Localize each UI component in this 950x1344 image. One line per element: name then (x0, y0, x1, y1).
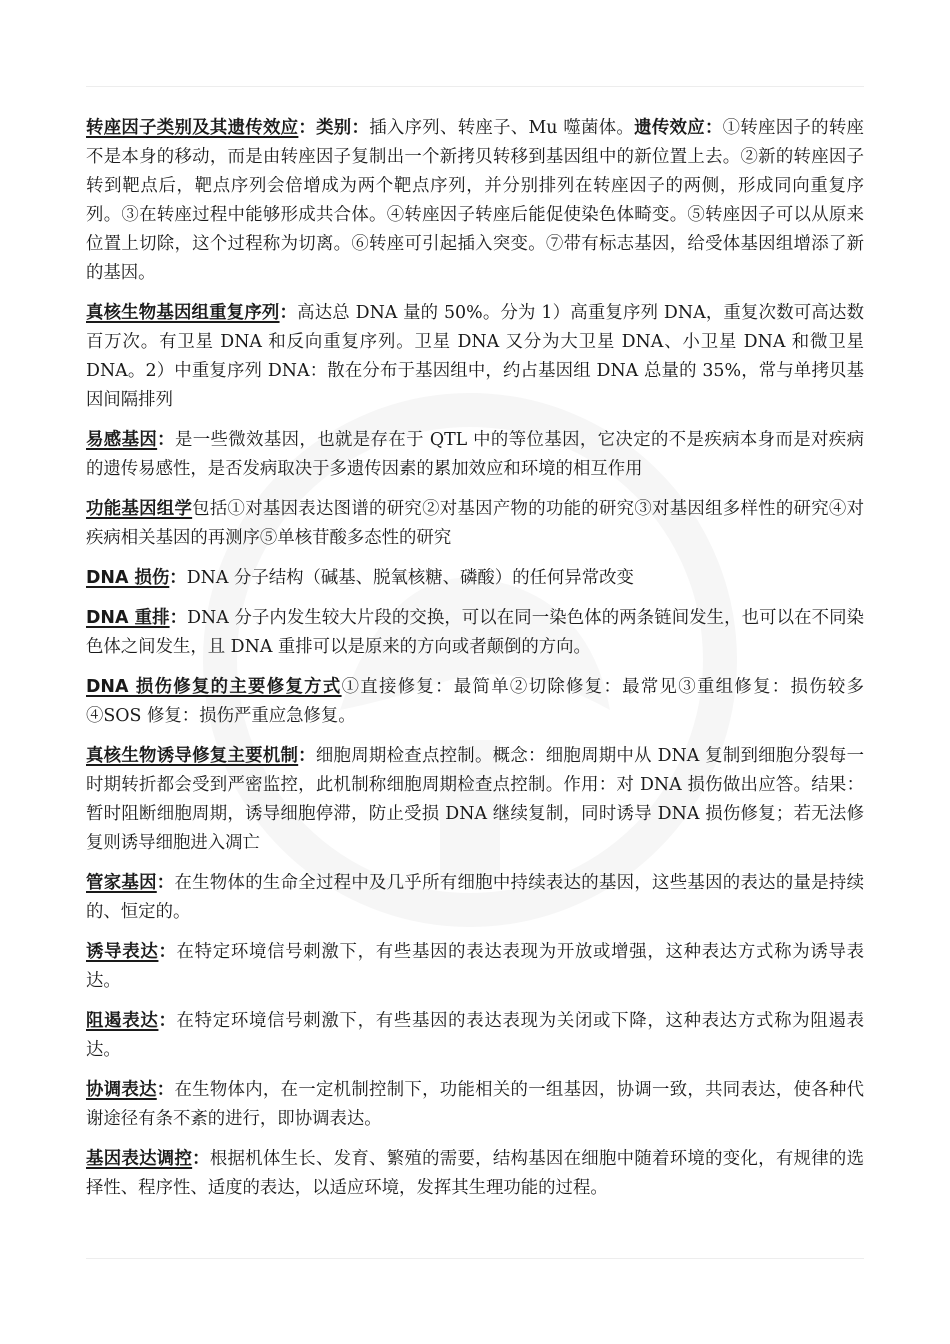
entry-housekeeping-gene (86, 869, 864, 927)
entry-text: 在生物体内，在一定机制控制下，功能相关的一组基因，协调一致，共同表达，使各种代谢途径有条不紊的进行，即协调表达。 (86, 1080, 864, 1129)
entry-term-separator: ： (157, 430, 175, 450)
entry-text: 根据机体生长、发育、繁殖的需要，结构基因在细胞中随着环境的变化，有规律的选择性、程序性、适度的表达，以适应环境，发挥其生理功能的过程。 (86, 1149, 864, 1198)
entry-dna-rearrangement (86, 604, 864, 662)
entry-text: ①直接修复：最简单②切除修复：最常见③重组修复：损伤较多④SOS 修复：损伤严重应急修复。 (86, 677, 864, 726)
entry-sublabel-effect: 遗传效应 (634, 118, 705, 138)
entry-text: 高达总 DNA 量的 50%。分为 1）高重复序列 DNA，重复次数可高达数百万次。有卫星 DNA 和反向重复序列。卫星 DNA 又分为大卫星 DNA、小卫星 DNA 和微卫星 DNA。2）中重复序列 DNA：散在分布于基因组中，约占基因组 DNA 总量的 35%，常与单拷贝基因间隔排列 (86, 303, 864, 410)
entry-term: 真核生物基因组重复序列 (86, 303, 280, 323)
entry-term: 管家基因 (86, 873, 157, 893)
entry-repressed-expression (86, 1007, 864, 1065)
entry-text: 插入序列、转座子、Mu 噬菌体。 (369, 118, 635, 138)
entry-term: 功能基因组学 (86, 499, 193, 519)
entry-gene-expression-regulation (86, 1145, 864, 1203)
entry-dna-damage (86, 564, 864, 593)
entry-term-separator: ： (298, 746, 316, 766)
entry-term-separator: ： (156, 1080, 175, 1100)
entry-term: DNA 损伤修复的主要修复方式 (86, 677, 342, 697)
entry-term: 协调表达 (86, 1080, 157, 1100)
entry-sublabel-separator: ： (351, 118, 370, 138)
entry-text: 在特定环境信号刺激下，有些基因的表达表现为开放或增强，这种表达方式称为诱导表达。 (86, 942, 864, 991)
entry-coordinated-expression (86, 1076, 864, 1134)
entry-text: 包括①对基因表达图谱的研究②对基因产物的功能的研究③对基因组多样性的研究④对疾病相关基因的再测序⑤单核苷酸多态性的研究 (86, 499, 864, 548)
entry-text: DNA 分子内发生较大片段的交换，可以在同一染色体的两条链间发生，也可以在不同染色体之间发生，且 DNA 重排可以是原来的方向或者颠倒的方向。 (86, 608, 864, 657)
entry-term: 转座因子类别及其遗传效应 (86, 118, 299, 138)
entry-term-separator: ： (279, 303, 298, 323)
notes-content (86, 114, 864, 1214)
entry-term-separator: ： (298, 118, 317, 138)
entry-text: DNA 分子结构（碱基、脱氧核糖、磷酸）的任何异常改变 (186, 568, 634, 588)
entry-text: 细胞周期检查点控制。概念：细胞周期中从 DNA 复制到细胞分裂每一时期转折都会受到严密监控，此机制称细胞周期检查点控制。作用：对 DNA 损伤做出应答。结果：暂时阻断细胞周期，诱导细胞停滞，防止受损 DNA 继续复制，同时诱导 DNA 损伤修复；若无法修复则诱导细胞进入凋亡 (86, 746, 864, 853)
entry-term-separator: ： (158, 1011, 177, 1031)
entry-functional-genomics (86, 495, 864, 553)
entry-transposon-effects (86, 114, 864, 288)
entry-text: 在生物体的生命全过程中及几乎所有细胞中持续表达的基因，这些基因的表达的量是持续的、恒定的。 (86, 873, 864, 922)
entry-text: ①转座因子的转座不是本身的移动，而是由转座因子复制出一个新拷贝转移到基因组中的新位置上去。②新的转座因子转到靶点后，靶点序列会倍增成为两个靶点序列，并分别排列在转座因子的两侧，形成同向重复序列。③在转座过程中能够形成共合体。④转座因子转座后能促使染色体畸变。⑤转座因子可以从原来位置上切除，这个过程称为切离。⑥转座可引起插入突变。⑦带有标志基因，给受体基因组增添了新的基因。 (86, 118, 864, 283)
entry-term: 阻遏表达 (86, 1011, 159, 1031)
entry-term: 基因表达调控 (86, 1149, 193, 1169)
entry-repeat-sequences (86, 299, 864, 415)
entry-term-separator: ： (169, 568, 187, 588)
entry-term: 真核生物诱导修复主要机制 (86, 746, 299, 766)
header-rule (86, 86, 864, 87)
entry-susceptibility-gene (86, 426, 864, 484)
entry-dna-repair-methods (86, 673, 864, 731)
entry-induced-expression (86, 938, 864, 996)
entry-term-separator: ： (158, 942, 177, 962)
entry-term: DNA 损伤 (86, 568, 170, 588)
entry-text: 在特定环境信号刺激下，有些基因的表达表现为关闭或下降，这种表达方式称为阻遏表达。 (86, 1011, 864, 1060)
footer-rule (86, 1258, 864, 1259)
entry-sublabel-category: 类别 (316, 118, 352, 138)
entry-term-separator: ： (169, 608, 188, 628)
entry-induced-repair (86, 742, 864, 858)
entry-term: 易感基因 (86, 430, 158, 450)
entry-term-separator: ： (156, 873, 175, 893)
entry-text: 是一些微效基因，也就是存在于 QTL 中的等位基因，它决定的不是疾病本身而是对疾病的遗传易感性，是否发病取决于多遗传因素的累加效应和环境的相互作用 (86, 430, 864, 479)
entry-term: DNA 重排 (86, 608, 170, 628)
entry-term: 诱导表达 (86, 942, 159, 962)
entry-term-separator: ： (192, 1149, 210, 1169)
entry-sublabel-separator: ： (704, 118, 723, 138)
